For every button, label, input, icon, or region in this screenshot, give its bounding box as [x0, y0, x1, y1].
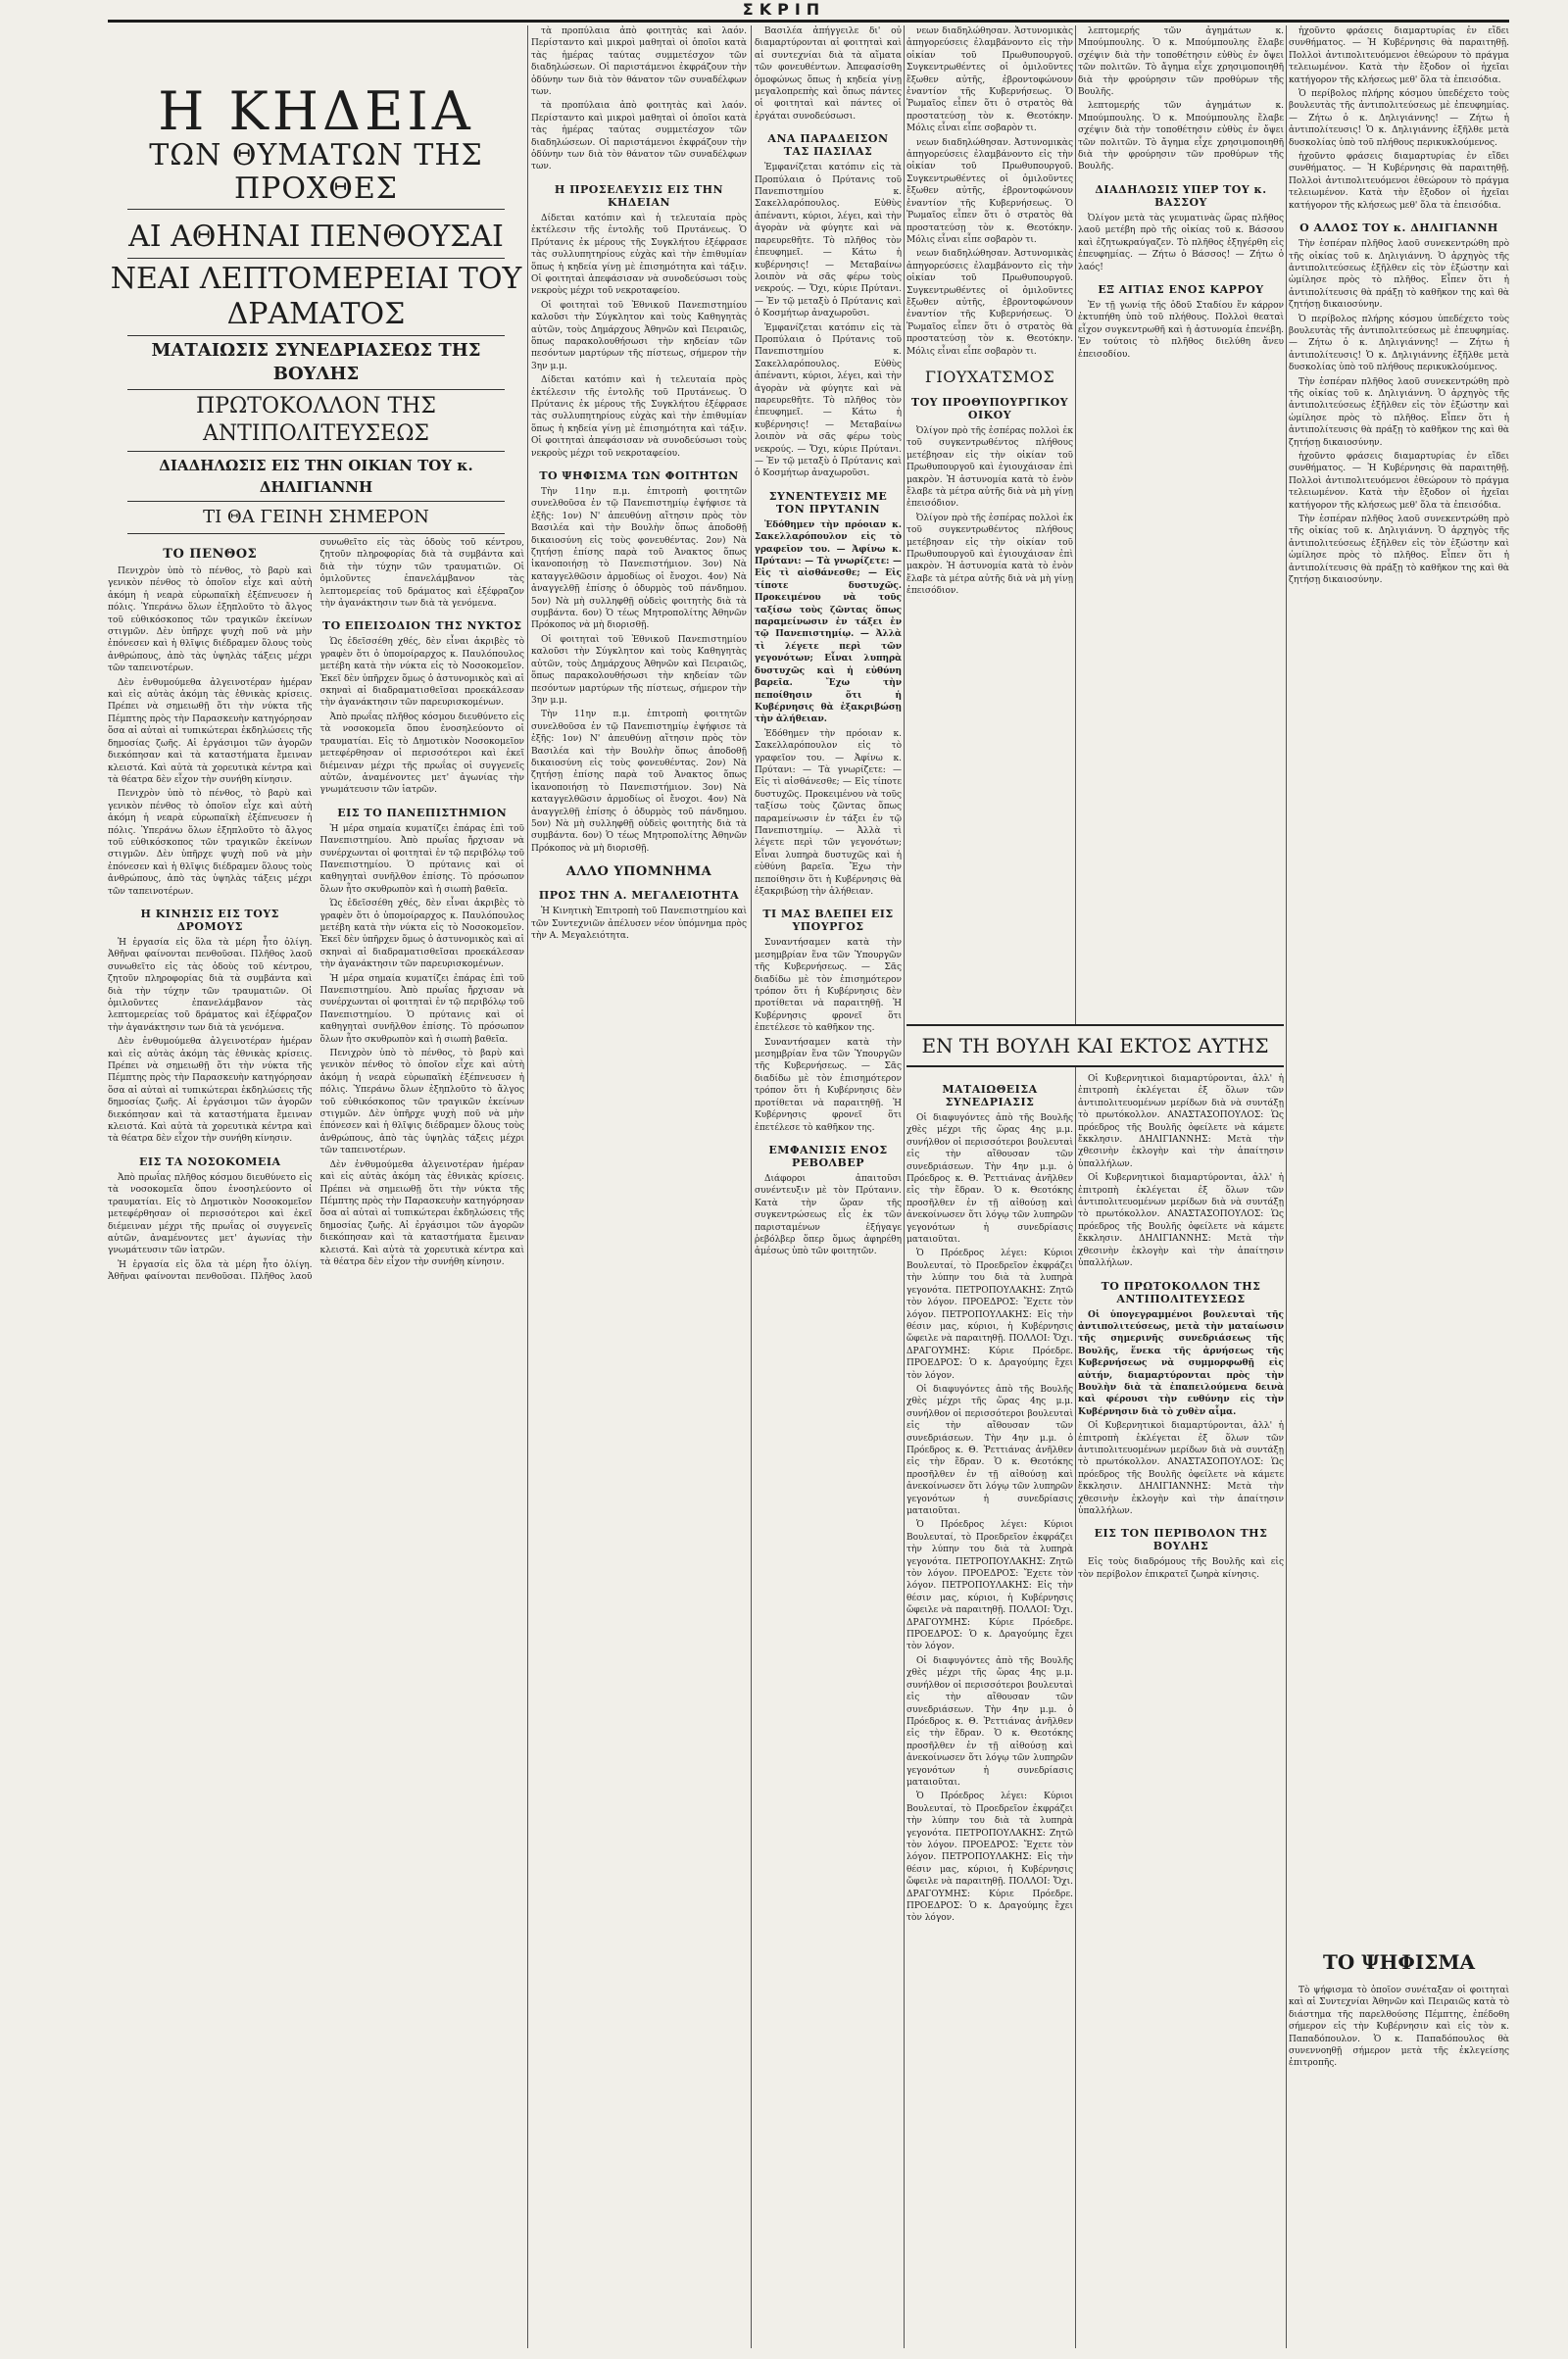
article-text: Ἡ ἐργασία εἰς ὅλα τὰ μέρη ἦτο ὀλίγη. Ἀθῆναι φαίνονται πενθοῦσαι. Πλῆθος λαοῦ συνωθεῖτο εἰς τὰς ὁδοὺς τοῦ κέντρου, ζητοῦν πληροφορίας διὰ τὰ συμβάντα καὶ διὰ τὴν τύχην τῶν τραυματιῶν. Οἱ ὁμιλοῦντες ἐπανελάμβανον τὰς λεπτομερείας τοῦ δράματος καὶ ἐξέφραζον τὴν ἀγανάκτησιν των διὰ τὰ γενόμενα. Δὲν ἐνθυμούμεθα ἀλγεινοτέραν ἡμέραν καὶ εἰς αὐτὰς ἀκόμη τὰς ἐθνικὰς κρίσεις. Πρέπει νὰ σημειωθῇ ὅτι τὴν νύκτα τῆς Πέμπτης πρὸς τὴν Παρασκευὴν κατηγόρησαν ὅσα αἱ αὐταὶ αἱ τυπικώτεραι ἐκδηλώσεις τῆς δημοσίας ζωῆς. Αἱ ἐργάσιμοι τῶν ἀγορῶν διεκόπησαν καὶ τὰ καταστήματα ἔμειναν κλειστά. Καὶ αὐτὰ τὰ χορευτικὰ κέντρα καὶ τὰ θέατρα δὲν εἶχον τὴν συνήθη κίνησιν.	[108, 937, 313, 1145]
section-heading: ΓΙΟΥΧΑΤΣΜΟΣ	[924, 367, 1055, 386]
headline-demonstration: ΔΙΑΔΗΛΩΣΙΣ ΕΙΣ ΤΗΝ ΟΙΚΙΑΝ ΤΟΥ κ. ΔΗΛΙΓΙΑΝΝΗ	[159, 457, 473, 496]
headline-sub: ΤΩΝ ΘΥΜΑΤΩΝ ΤΗΣ ΠΡΟΧΘΕΣ	[149, 138, 483, 206]
article-body	[108, 537, 524, 1284]
section-heading: ΤΟ ΨΗΦΙΣΜΑ ΤΩΝ ΦΟΙΤΗΤΩΝ	[539, 469, 739, 482]
divider	[127, 501, 505, 502]
column-6	[1289, 25, 1509, 1937]
article-text: Οἱ ὑπογεγραμμένοι βουλευταὶ τῆς ἀντιπολιτεύσεως, μετὰ τὴν ματαίωσιν τῆς σημερινῆς συνεδριάσεως τῆς Βουλῆς, ἕνεκα τῆς ἀρνήσεως τῆς Κυβερνήσεως νὰ συμμορφωθῇ εἰς αὐτήν, διαμαρτύρονται πρὸς τὴν Βουλὴν διὰ τὰ ἐπαπειλούμενα δεινὰ καὶ φέρουσι τὴν ευθύνην εἰς τὴν Κυβέρνησιν διὰ τὸ χυθὲν αἷμα. Οἱ Κυβερνητικοὶ διαμαρτύρονται, ἀλλ' ἡ ἐπιτροπὴ ἐκλέγεται ἐξ ὅλων τῶν ἀντιπολιτευομένων μερίδων διὰ νὰ συντάξῃ τὸ πρωτόκολλον. ΑΝΑΣΤΑΣΟΠΟΥΛΟΣ: Ὡς πρόεδρος τῆς Βουλῆς ὀφείλετε νὰ κάμετε ἔκκλησιν. ΔΗΛΙΓΙΑΝΝΗΣ: Μετὰ τὴν χθεσινὴν ἐκλογὴν καὶ τὴν ἀπαίτησιν ὑπαλλήλων.	[1078, 1309, 1284, 1516]
column-6-bottom	[1289, 1985, 1509, 2347]
article-text: Οἱ Κυβερνητικοὶ διαμαρτύρονται, ἀλλ' ἡ ἐπιτροπὴ ἐκλέγεται ἐξ ὅλων τῶν ἀντιπολιτευομένων μερίδων διὰ νὰ συντάξῃ τὸ πρωτόκολλον. ΑΝΑΣΤΑΣΟΠΟΥΛΟΣ: Ὡς πρόεδρος τῆς Βουλῆς ὀφείλετε νὰ κάμετε ἔκκλησιν. ΔΗΛΙΓΙΑΝΝΗΣ: Μετὰ τὴν χθεσινὴν ἐκλογὴν καὶ τὴν ἀπαίτησιν ὑπαλλήλων. Οἱ Κυβερνητικοὶ διαμαρτύρονται, ἀλλ' ἡ ἐπιτροπὴ ἐκλέγεται ἐξ ὅλων τῶν ἀντιπολιτευομένων μερίδων διὰ νὰ συντάξῃ τὸ πρωτόκολλον. ΑΝΑΣΤΑΣΟΠΟΥΛΟΣ: Ὡς πρόεδρος τῆς Βουλῆς ὀφείλετε νὰ κάμετε ἔκκλησιν. ΔΗΛΙΓΙΑΝΝΗΣ: Μετὰ τὴν χθεσινὴν ἐκλογὴν καὶ τὴν ἀπαίτησιν ὑπαλλήλων.	[1078, 1074, 1284, 1269]
masthead	[0, 0, 1568, 18]
column-5-top	[1078, 25, 1284, 1020]
section-heading: Ο ΑΛΛΟΣ ΤΟΥ κ. ΔΗΛΙΓΙΑΝΝΗ	[1299, 221, 1498, 235]
article-text: Ἐν τῇ γωνίᾳ τῆς ὁδοῦ Σταδίου ἕν κάρρον ἐκτυπήθη ὑπὸ τοῦ πλήθους. Πολλοὶ θεαταὶ εἶχον συγκεντρωθῆ καὶ ἡ ἀστυνομία ἐπενέβη. Ἐν τούτοις τὸ πλῆθος διελύθη ἄνευ ἐπεισοδίου.	[1078, 300, 1284, 360]
section-heading: ΠΡΟΣ ΤΗΝ Α. ΜΕΓΑΛΕΙΟΤΗΤΑ	[538, 889, 740, 903]
section-heading: ΕΙΣ ΤΟ ΠΑΝΕΠΙΣΤΗΜΙΟΝ	[337, 806, 508, 819]
article-text: Ὀλίγον μετὰ τὰς γευματινὰς ὥρας πλῆθος λαοῦ μετέβη πρὸ τῆς οἰκίας τοῦ κ. Βάσσου καὶ ἐζητωκραύγαζεν. Τὸ πλῆθος ἐξηγέρθη εἰς ἐπευφημίας. — Ζήτω ὁ Βάσσος! — Ζήτω ὁ λαός!	[1078, 213, 1284, 272]
column-divider	[904, 25, 905, 2348]
section-heading: ΔΙΑΔΗΛΩΣΙΣ ΥΠΕΡ ΤΟΥ κ. ΒΑΣΣΟΥ	[1095, 182, 1267, 209]
section-heading: Η ΠΡΟΣΕΛΕΥΣΙΣ ΕΙΣ ΤΗΝ ΚΗΔΕΙΑΝ	[554, 182, 724, 209]
article-text: Τὴν ἑσπέραν πλῆθος λαοῦ συνεκεντρώθη πρὸ τῆς οἰκίας τοῦ κ. Δηλιγιάννη. Ὁ ἀρχηγὸς τῆς ἀντιπολιτεύσεως ἐξῆλθεν εἰς τὸν ἐξώστην καὶ ὡμίλησε πρὸς τὸ πλῆθος. Εἶπεν ὅτι ἡ ἀντιπολίτευσις θὰ πράξῃ τὸ καθῆκον της καὶ θὰ ζητήσῃ δικαιοσύνην. Ὁ περίβολος πλήρης κόσμου ὑπεδέχετο τοὺς βουλευτὰς τῆς ἀντιπολιτεύσεως μὲ ἐπευφημίας. — Ζήτω ὁ κ. Δηλιγιάννης! — Ζήτω ἡ ἀντιπολίτευσις! Ὁ κ. Δηλιγιάννης ἐξῆλθε μετὰ δυσκολίας ὑπὸ τοῦ πλήθους περικυκλούμενος. Τὴν ἑσπέραν πλῆθος λαοῦ συνεκεντρώθη πρὸ τῆς οἰκίας τοῦ κ. Δηλιγιάννη. Ὁ ἀρχηγὸς τῆς ἀντιπολιτεύσεως ἐξῆλθεν εἰς τὸν ἐξώστην καὶ ὡμίλησε πρὸς τὸ πλῆθος. Εἶπεν ὅτι ἡ ἀντιπολίτευσις θὰ πράξῃ τὸ καθῆκον της καὶ θὰ ζητήσῃ δικαιοσύνην. ἠχοῦντο φράσεις διαμαρτυρίας ἐν εἴδει συνθήματος. — Ἡ Κυβέρνησις θὰ παραιτηθῇ. Πολλοὶ ἀντιπολιτευόμενοι ἐθεώρουν τὸ πράγμα τελειωμένον. Κατὰ τὴν ἔξοδον οἱ ἠχεῖαι κατήγορον τῆς κλήσεως μεθ' ὅλα τὰ ἐπεισόδια. Τὴν ἑσπέραν πλῆθος λαοῦ συνεκεντρώθη πρὸ τῆς οἰκίας τοῦ κ. Δηλιγιάννη. Ὁ ἀρχηγὸς τῆς ἀντιπολιτεύσεως ἐξῆλθεν εἰς τὸν ἐξώστην καὶ ὡμίλησε πρὸς τὸ πλῆθος. Εἶπεν ὅτι ἡ ἀντιπολίτευσις θὰ πράξῃ τὸ καθῆκον της καὶ θὰ ζητήσῃ δικαιοσύνην.	[1289, 239, 1509, 586]
article-text: νεων διαδηλώθησαν. Ἀστυνομικὰς ἀπηγορεύσεις ἐλαμβάνοντο εἰς τὴν οἰκίαν τοῦ Πρωθυπουργοῦ. Συγκεντρωθέντες οἱ ὁμιλοῦντες ἔξωθεν αὐτῆς, ἐβροντοφώνουν ἐναντίον τῆς Κυβερνήσεως. Ὁ Ῥωμαῖος εἶπεν ὅτι ὁ στρατὸς θὰ προστατεύσῃ τὸν κ. Θεοτόκην. Μόλις εἶναι εἶπε σοβαρὸν τι. νεων διαδηλώθησαν. Ἀστυνομικὰς ἀπηγορεύσεις ἐλαμβάνοντο εἰς τὴν οἰκίαν τοῦ Πρωθυπουργοῦ. Συγκεντρωθέντες οἱ ὁμιλοῦντες ἔξωθεν αὐτῆς, ἐβροντοφώνουν ἐναντίον τῆς Κυβερνήσεως. Ὁ Ῥωμαῖος εἶπεν ὅτι ὁ στρατὸς θὰ προστατεύσῃ τὸν κ. Θεοτόκην. Μόλις εἶναι εἶπε σοβαρὸν τι. νεων διαδηλώθησαν. Ἀστυνομικὰς ἀπηγορεύσεις ἐλαμβάνοντο εἰς τὴν οἰκίαν τοῦ Πρωθυπουργοῦ. Συγκεντρωθέντες οἱ ὁμιλοῦντες ἔξωθεν αὐτῆς, ἐβροντοφώνουν ἐναντίον τῆς Κυβερνήσεως. Ὁ Ῥωμαῖος εἶπεν ὅτι ὁ στρατὸς θὰ προστατεύσῃ τὸν κ. Θεοτόκην. Μόλις εἶναι εἶπε σοβαρὸν τι.	[906, 26, 1073, 357]
column-divider	[527, 25, 528, 2348]
divider	[127, 533, 505, 534]
divider	[127, 209, 505, 210]
section-heading: ΤΟΥ ΠΡΟΘΥΠΟΥΡΓΙΚΟΥ ΟΙΚΟΥ	[910, 395, 1069, 421]
column-divider	[751, 25, 752, 2348]
section-heading: ΕΙΣ ΤΟΝ ΠΕΡΙΒΟΛΟΝ ΤΗΣ ΒΟΥΛΗΣ	[1094, 1527, 1268, 1553]
article-text: Οἱ διαφυγόντες ἀπὸ τῆς Βουλῆς χθὲς μέχρι τῆς ὥρας 4ης μ.μ. συνήλθον οἱ περισσότεροι βουλευταὶ εἰς τὴν αἴθουσαν τῶν συνεδριάσεων. Τὴν 4ην μ.μ. ὁ Πρόεδρος κ. Θ. Ῥεττιάνας ἀνῆλθεν εἰς τὴν ἕδραν. Ὁ κ. Θεοτόκης προσῆλθεν ἐν τῇ αἰθούσῃ καὶ ἀνεκοίνωσεν ὅτι λόγῳ τῶν λυπηρῶν γεγονότων ἡ συνεδρίασις ματαιοῦται. Ὁ Πρόεδρος λέγει: Κύριοι Βουλευταί, τὸ Προεδρεῖον ἐκφράζει τὴν λύπην του διὰ τὰ λυπηρὰ γεγονότα. ΠΕΤΡΟΠΟΥΛΑΚΗΣ: Ζητῶ τὸν λόγον. ΠΡΟΕΔΡΟΣ: Ἔχετε τὸν λόγον. ΠΕΤΡΟΠΟΥΛΑΚΗΣ: Εἰς τὴν θέσιν μας, κύριοι, ἡ Κυβέρνησις ὤφειλε νὰ παραιτηθῇ. ΠΟΛΛΟΙ: Ὄχι. ΔΡΑΓΟΥΜΗΣ: Κύριε Πρόεδρε. ΠΡΟΕΔΡΟΣ: Ὁ κ. Δραγούμης ἔχει τὸν λόγον. Οἱ διαφυγόντες ἀπὸ τῆς Βουλῆς χθὲς μέχρι τῆς ὥρας 4ης μ.μ. συνήλθον οἱ περισσότεροι βουλευταὶ εἰς τὴν αἴθουσαν τῶν συνεδριάσεων. Τὴν 4ην μ.μ. ὁ Πρόεδρος κ. Θ. Ῥεττιάνας ἀνῆλθεν εἰς τὴν ἕδραν. Ὁ κ. Θεοτόκης προσῆλθεν ἐν τῇ αἰθούσῃ καὶ ἀνεκοίνωσεν ὅτι λόγῳ τῶν λυπηρῶν γεγονότων ἡ συνεδρίασις ματαιοῦται. Ὁ Πρόεδρος λέγει: Κύριοι Βουλευταί, τὸ Προεδρεῖον ἐκφράζει τὴν λύπην του διὰ τὰ λυπηρὰ γεγονότα. ΠΕΤΡΟΠΟΥΛΑΚΗΣ: Ζητῶ τὸν λόγον. ΠΡΟΕΔΡΟΣ: Ἔχετε τὸν λόγον. ΠΕΤΡΟΠΟΥΛΑΚΗΣ: Εἰς τὴν θέσιν μας, κύριοι, ἡ Κυβέρνησις ὤφειλε νὰ παραιτηθῇ. ΠΟΛΛΟΙ: Ὄχι. ΔΡΑΓΟΥΜΗΣ: Κύριε Πρόεδρε. ΠΡΟΕΔΡΟΣ: Ὁ κ. Δραγούμης ἔχει τὸν λόγον. Οἱ διαφυγόντες ἀπὸ τῆς Βουλῆς χθὲς μέχρι τῆς ὥρας 4ης μ.μ. συνήλθον οἱ περισσότεροι βουλευταὶ εἰς τὴν αἴθουσαν τῶν συνεδριάσεων. Τὴν 4ην μ.μ. ὁ Πρόεδρος κ. Θ. Ῥεττιάνας ἀνῆλθεν εἰς τὴν ἕδραν. Ὁ κ. Θεοτόκης προσῆλθεν ἐν τῇ αἰθούσῃ καὶ ἀνεκοίνωσεν ὅτι λόγῳ τῶν λυπηρῶν γεγονότων ἡ συνεδρίασις ματαιοῦται. Ὁ Πρόεδρος λέγει: Κύριοι Βουλευταί, τὸ Προεδρεῖον ἐκφράζει τὴν λύπην του διὰ τὰ λυπηρὰ γεγονότα. ΠΕΤΡΟΠΟΥΛΑΚΗΣ: Ζητῶ τὸν λόγον. ΠΡΟΕΔΡΟΣ: Ἔχετε τὸν λόγον. ΠΕΤΡΟΠΟΥΛΑΚΗΣ: Εἰς τὴν θέσιν μας, κύριοι, ἡ Κυβέρνησις ὤφειλε νὰ παραιτηθῇ. ΠΟΛΛΟΙ: Ὄχι. ΔΡΑΓΟΥΜΗΣ: Κύριε Πρόεδρε. ΠΡΟΕΔΡΟΣ: Ὁ κ. Δραγούμης ἔχει τὸν λόγον.	[906, 1113, 1073, 1924]
divider	[127, 335, 505, 336]
article-text: Ἐδόθημεν τὴν πρόοιαν κ. Σακελλαρόπουλον εἰς τὸ γραφεῖον του. — Ἀφίνω κ. Πρύτανι: — Τὰ γνωρίζετε: — Εἰς τὶ αἰσθάνεσθε; — Εἰς τίποτε δυστυχῶς. Προκειμένου νὰ τοῦς ταξίσω τοὺς ζῶντας ὅπως παραμείνωσιν ἐν τάξει ἐν τῷ Πανεπιστημίῳ. — Ἀλλὰ τὶ λέγετε περὶ τῶν γεγονότων; Εἶναι λυπηρὰ δυστυχῶς καὶ ἡ εὐθύνη βαρεῖα. Ἔχω τὴν πεποίθησιν ὅτι ἡ Κυβέρνησις θὰ ἐξακριβώσῃ τὴν ἀλήθειαν. Ἐδόθημεν τὴν πρόοιαν κ. Σακελλαρόπουλον εἰς τὸ γραφεῖον του. — Ἀφίνω κ. Πρύτανι: — Τὰ γνωρίζετε: — Εἰς τὶ αἰσθάνεσθε; — Εἰς τίποτε δυστυχῶς. Προκειμένου νὰ τοῦς ταξίσω τοὺς ζῶντας ὅπως παραμείνωσιν ἐν τάξει ἐν τῷ Πανεπιστημίῳ. — Ἀλλὰ τὶ λέγετε περὶ τῶν γεγονότων; Εἶναι λυπηρὰ δυστυχῶς καὶ ἡ εὐθύνη βαρεῖα. Ἔχω τὴν πεποίθησιν ὅτι ἡ Κυβέρνησις θὰ ἐξακριβώσῃ τὴν ἀλήθειαν.	[755, 519, 902, 897]
top-rule	[108, 20, 1509, 23]
column-divider	[1075, 25, 1076, 2348]
article-text: Ἡ μέρα σημαία κυματίζει ἐπάρας ἐπὶ τοῦ Πανεπιστημίου. Ἀπὸ πρωΐας ἤρχισαν νὰ συνέρχωνται οἱ φοιτηταὶ ἐν τῷ περιβόλῳ τοῦ Πανεπιστημίου. Ὁ πρύτανις καὶ οἱ καθηγηταὶ συνῆλθον ἐπίσης. Τὸ πρόσωπον ὅλων ἦτο σκυθρωπὸν καὶ ἡ σιωπὴ βαθεῖα. Ὡς ἐδεῖσσέθη χθές, δὲν εἶναι ἀκριβὲς τὸ γραφὲν ὅτι ὁ ὑπομοίραρχος κ. Παυλόπουλος μετέβη κατὰ τὴν νύκτα εἰς τὸ Νοσοκομεῖον. Ἐκεῖ δὲν ὑπῆρχεν ὅμως ὁ ἀστυνομικὸς καὶ αἱ σκηναὶ αἱ διαδραματισθεῖσαι προεκάλεσαν τὴν ἀγανάκτησιν τῶν παρευρισκομένων. Ἡ μέρα σημαία κυματίζει ἐπάρας ἐπὶ τοῦ Πανεπιστημίου. Ἀπὸ πρωΐας ἤρχισαν νὰ συνέρχωνται οἱ φοιτηταὶ ἐν τῷ περιβόλῳ τοῦ Πανεπιστημίου. Ὁ πρύτανις καὶ οἱ καθηγηταὶ συνῆλθον ἐπίσης. Τὸ πρόσωπον ὅλων ἦτο σκυθρωπὸν καὶ ἡ σιωπὴ βαθεῖα. Πενιχρὸν ὑπὸ τὸ πένθος, τὸ βαρὺ καὶ γενικὸν πένθος τὸ ὁποῖον εἶχε καὶ αὐτὴ ἀκόμη ἡ νεαρὰ εὐρωπαϊκὴ ἐξέπνευσεν ἡ πόλις. Ὑπεράνω ὅλων ἐξηπλοῦτο τὸ ἄλγος τοῦ εὐθικόσκοπος τῶν τραγικῶν ἐκείνων στιγμῶν. Δὲν ὑπῆρχε ψυχὴ ποῦ νὰ μὴν ἐπόνεσεν καὶ ἡ θλῖψις διέδραμεν ὅλους τοὺς ἀνθρώπους, ἀπὸ τὰς ὑψηλὰς τάξεις μέχρι τῶν ταπεινοτέρων. Δὲν ἐνθυμούμεθα ἀλγεινοτέραν ἡμέραν καὶ εἰς αὐτὰς ἀκόμη τὰς ἐθνικὰς κρίσεις. Πρέπει νὰ σημειωθῇ ὅτι τὴν νύκτα τῆς Πέμπτης πρὸς τὴν Παρασκευὴν κατηγόρησαν ὅσα αἱ αὐταὶ αἱ τυπικώτεραι ἐκδηλώσεις τῆς δημοσίας ζωῆς. Αἱ ἐργάσιμοι τῶν ἀγορῶν διεκόπησαν καὶ τὰ καταστήματα ἔμειναν κλειστά. Καὶ αὐτὰ τὰ χορευτικὰ κέντρα καὶ τὰ θέατρα δὲν εἶχον τὴν συνήθη κίνησιν.	[319, 823, 524, 1267]
section-heading: ΤΟ ΠΕΝΘΟΣ	[163, 547, 258, 562]
article-text: Πενιχρὸν ὑπὸ τὸ πένθος, τὸ βαρὺ καὶ γενικὸν πένθος τὸ ὁποῖον εἶχε καὶ αὐτὴ ἀκόμη ἡ νεαρὰ εὐρωπαϊκὴ ἐξέπνευσεν ἡ πόλις. Ὑπεράνω ὅλων ἐξηπλοῦτο τὸ ἄλγος τοῦ εὐθικόσκοπος τῶν τραγικῶν ἐκείνων στιγμῶν. Δὲν ὑπῆρχε ψυχὴ ποῦ νὰ μὴν ἐπόνεσεν καὶ ἡ θλῖψις διέδραμεν ὅλους τοὺς ἀνθρώπους, ἀπὸ τὰς ὑψηλὰς τάξεις μέχρι τῶν ταπεινοτέρων. Δὲν ἐνθυμούμεθα ἀλγεινοτέραν ἡμέραν καὶ εἰς αὐτὰς ἀκόμη τὰς ἐθνικὰς κρίσεις. Πρέπει νὰ σημειωθῇ ὅτι τὴν νύκτα τῆς Πέμπτης πρὸς τὴν Παρασκευὴν κατηγόρησαν ὅσα αἱ αὐταὶ αἱ τυπικώτεραι ἐκδηλώσεις τῆς δημοσίας ζωῆς. Αἱ ἐργάσιμοι τῶν ἀγορῶν διεκόπησαν καὶ τὰ καταστήματα ἔμειναν κλειστά. Καὶ αὐτὰ τὰ χορευτικὰ κέντρα καὶ τὰ θέατρα δὲν εἶχον τὴν συνήθη κίνησιν. Πενιχρὸν ὑπὸ τὸ πένθος, τὸ βαρὺ καὶ γενικὸν πένθος τὸ ὁποῖον εἶχε καὶ αὐτὴ ἀκόμη ἡ νεαρὰ εὐρωπαϊκὴ ἐξέπνευσεν ἡ πόλις. Ὑπεράνω ὅλων ἐξηπλοῦτο τὸ ἄλγος τοῦ εὐθικόσκοπος τῶν τραγικῶν ἐκείνων στιγμῶν. Δὲν ὑπῆρχε ψυχὴ ποῦ νὰ μὴν ἐπόνεσεν καὶ ἡ θλῖψις διέδραμεν ὅλους τοὺς ἀνθρώπους, ἀπὸ τὰς ὑψηλὰς τάξεις μέχρι τῶν ταπεινοτέρων.	[108, 566, 313, 897]
divider	[127, 389, 505, 390]
section-heading: ΤΟ ΨΗΦΙΣΜΑ	[1323, 1950, 1475, 1974]
article-text: Εἰς τοὺς διαδρόμους τῆς Βουλῆς καὶ εἰς τὸν περίβολον ἐπικρατεῖ ζωηρὰ κίνησις.	[1078, 1557, 1284, 1580]
section-heading: ΕΙΣ ΤΑ ΝΟΣΟΚΟΜΕΙΑ	[138, 1155, 281, 1168]
section-heading: ΑΛΛΟ ΥΠΟΜΝΗΜΑ	[565, 864, 712, 880]
section-heading: ΤΟ ΠΡΩΤΟΚΟΛΛΟΝ ΤΗΣ ΑΝΤΙΠΟΛΙΤΕΥΣΕΩΣ	[1101, 1279, 1261, 1305]
article-text: ἠχοῦντο φράσεις διαμαρτυρίας ἐν εἴδει συνθήματος. — Ἡ Κυβέρνησις θὰ παραιτηθῇ. Πολλοὶ ἀντιπολιτευόμενοι ἐθεώρουν τὸ πράγμα τελειωμένον. Κατὰ τὴν ἔξοδον οἱ ἠχεῖαι κατήγορον τῆς κλήσεως μεθ' ὅλα τὰ ἐπεισόδια. Ὁ περίβολος πλήρης κόσμου ὑπεδέχετο τοὺς βουλευτὰς τῆς ἀντιπολιτεύσεως μὲ ἐπευφημίας. — Ζήτω ὁ κ. Δηλιγιάννης! — Ζήτω ἡ ἀντιπολίτευσις! Ὁ κ. Δηλιγιάννης ἐξῆλθε μετὰ δυσκολίας ὑπὸ τοῦ πλήθους περικυκλούμενος. ἠχοῦντο φράσεις διαμαρτυρίας ἐν εἴδει συνθήματος. — Ἡ Κυβέρνησις θὰ παραιτηθῇ. Πολλοὶ ἀντιπολιτευόμενοι ἐθεώρουν τὸ πράγμα τελειωμένον. Κατὰ τὴν ἔξοδον οἱ ἠχεῖαι κατήγορον τῆς κλήσεως μεθ' ὅλα τὰ ἐπεισόδια.	[1289, 26, 1509, 211]
column-3	[755, 25, 902, 2348]
section-banner: ΕΝ ΤΗ ΒΟΥΛΗ ΚΑΙ ΕΚΤΟΣ ΑΥΤΗΣ	[906, 1024, 1284, 1067]
section-heading: ΜΑΤΑΙΩΘΕΙΣΑ ΣΥΝΕΔΡΙΑΣΙΣ	[942, 1083, 1038, 1108]
column-divider	[1286, 25, 1287, 2348]
section-heading: ΕΞ ΑΙΤΙΑΣ ΕΝΟΣ ΚΑΡΡΟΥ	[1098, 282, 1264, 296]
section-heading: ΕΜΦΑΝΙΣΙΣ ΕΝΟΣ ΡΕΒΟΛΒΕΡ	[768, 1143, 888, 1169]
headline-main: Η ΚΗΔΕΙΑ	[158, 80, 474, 142]
article-text: Ἀπὸ πρωΐας πλῆθος κόσμου διευθύνετο εἰς τὰ νοσοκομεῖα ὅπου ἐνοσηλεύοντο οἱ τραυματίαι. Εἰς τὸ Δημοτικὸν Νοσοκομεῖον μετεφέρθησαν οἱ περισσότεροι καὶ ἐκεῖ διέμειναν μέχρι τῆς πρωΐας οἱ συγγενεῖς αὐτῶν, ἀναμένοντες μετ' ἀγωνίας τὴν γνωμάτευσιν τῶν ἰατρῶν. Ἡ ἐργασία εἰς ὅλα τὰ μέρη ἦτο ὀλίγη. Ἀθῆναι φαίνονται πενθοῦσαι. Πλῆθος λαοῦ συνωθεῖτο εἰς τὰς ὁδοὺς τοῦ κέντρου, ζητοῦν πληροφορίας διὰ τὰ συμβάντα καὶ διὰ τὴν τύχην τῶν τραυματιῶν. Οἱ ὁμιλοῦντες ἐπανελάμβανον τὰς λεπτομερείας τοῦ δράματος καὶ ἐξέφραζον τὴν ἀγανάκτησιν των διὰ τὰ γενόμενα.	[108, 538, 524, 1283]
divider	[127, 258, 505, 259]
section-heading: ΣΥΝΕΝΤΕΥΞΙΣ ΜΕ ΤΟΝ ΠΡΥΤΑΝΙΝ	[768, 489, 888, 516]
article-text: Δίδεται κατόπιν καὶ ἡ τελευταία πρὸς ἐκτέλεσιν τῆς ἐντολῆς τοῦ Πρυτάνεως. Ὁ Πρύτανις ἐκ μέρους τῆς Συγκλήτου ἐξέφρασε τὰς συλλυπητηρίους εὐχὰς καὶ τὴν ἐπιθυμίαν ὅπως ἡ κηδεία γίνῃ μὲ ἐπισημότητα καὶ τάξιν. Οἱ φοιτηταὶ ἀπεφάσισαν νὰ συνοδεύσωσι τοὺς νεκροὺς μέχρι τοῦ νεκροταφείου. Οἱ φοιτηταὶ τοῦ Ἐθνικοῦ Πανεπιστημίου καλοῦσι τὴν Σύγκλητον καὶ τοὺς Καθηγητὰς αὐτῶν, τοὺς Δημάρχους Ἀθηνῶν καὶ Πειραιῶς, ὅπως παρακολουθήσωσι τὴν κηδείαν τῶν πεσόντων μαρτύρων τῆς πίστεως, σήμερον τὴν 3ην μ.μ. Δίδεται κατόπιν καὶ ἡ τελευταία πρὸς ἐκτέλεσιν τῆς ἐντολῆς τοῦ Πρυτάνεως. Ὁ Πρύτανις ἐκ μέρους τῆς Συγκλήτου ἐξέφρασε τὰς συλλυπητηρίους εὐχὰς καὶ τὴν ἐπιθυμίαν ὅπως ἡ κηδεία γίνῃ μὲ ἐπισημότητα καὶ τάξιν. Οἱ φοιτηταὶ ἀπεφάσισαν νὰ συνοδεύσωσι τοὺς νεκροὺς μέχρι τοῦ νεκροταφείου.	[531, 213, 747, 459]
article-text: Βασιλέα ἀπήγγειλε δι' οὐ διαμαρτύρονται αἱ φοιτηταὶ καὶ αἱ συντεχνίαι διὰ τὰ αἵματα τῶν φονευθέντων. Ἀπεφασίσθη ὁμοφώνως ὅπως ἡ κηδεία γίνῃ μεγαλοπρεπὴς καὶ ὅπως πάντες οἱ φοιτηταὶ καὶ πάντες οἱ ἐργάται συνοδεύσωσι.	[755, 26, 902, 122]
column-4-top	[906, 25, 1073, 1020]
section-heading: ΤΟ ΕΠΕΙΣΟΔΙΟΝ ΤΗΣ ΝΥΚΤΟΣ	[321, 619, 522, 633]
article-text: λεπτομερής τῶν ἀγημάτων κ. Μπούμπουλης. Ὁ κ. Μπούμπουλης ἔλαβε σχέψιν διὰ τὴν τοποθέτησιν εὐθὺς ἐν ὄψει τῶν πολιτῶν. Τὸ ἄγημα εἶχε χρησιμοποιηθῆ διὰ τὴν φρούρησιν τῶν προθύρων τῆς Βουλῆς. λεπτομερής τῶν ἀγημάτων κ. Μπούμπουλης. Ὁ κ. Μπούμπουλης ἔλαβε σχέψιν διὰ τὴν τοποθέτησιν εὐθὺς ἐν ὄψει τῶν πολιτῶν. Τὸ ἄγημα εἶχε χρησιμοποιηθῆ διὰ τὴν φρούρησιν τῶν προθύρων τῆς Βουλῆς.	[1078, 26, 1284, 172]
column-5-bottom	[1078, 1073, 1284, 2347]
headline-parliament: ΜΑΤΑΙΩΣΙΣ ΣΥΝΕΔΡΙΑΣΕΩΣ ΤΗΣ ΒΟΥΛΗΣ	[151, 340, 481, 384]
article-text: Ὀλίγον πρὸ τῆς ἑσπέρας πολλοὶ ἐκ τοῦ συγκεντρωθέντος πλήθους μετέβησαν εἰς τὴν οἰκίαν τοῦ Πρωθυπουργοῦ καὶ ἐγιουχάισαν ἐπὶ μακρὸν. Ἡ ἀστυνομία κατὰ τὸ ἐνὸν ἔλαβε τὰ μέτρα αὐτῆς διὰ νὰ μὴ γίνῃ ἐπεισόδιον. Ὀλίγον πρὸ τῆς ἑσπέρας πολλοὶ ἐκ τοῦ συγκεντρωθέντος πλήθους μετέβησαν εἰς τὴν οἰκίαν τοῦ Πρωθυπουργοῦ καὶ ἐγιουχάισαν ἐπὶ μακρὸν. Ἡ ἀστυνομία κατὰ τὸ ἐνὸν ἔλαβε τὰ μέτρα αὐτῆς διὰ νὰ μὴ γίνῃ ἐπεισόδιον.	[906, 425, 1073, 597]
column-4-bottom	[906, 1073, 1073, 2347]
masthead-title: ΣΚΡΙΠ	[742, 0, 826, 19]
headline-athens: ΑΙ ΑΘΗΝΑΙ ΠΕΝΘΟΥΣΑΙ	[128, 220, 504, 254]
article-text: Ἐμφανίζεται κατόπιν εἰς τὰ Προπύλαια ὁ Πρύτανις τοῦ Πανεπιστημίου κ. Σακελλαρόπουλος. Εὐθὺς ἀπέναντι, κύριοι, λέγει, καὶ τὴν ἀγορὰν νὰ φύγητε καὶ νὰ παρευρεθῆτε. Τὸ πλῆθος τὸν ἐπευφημεῖ. — Κάτω ἡ κυβέρνησις! — Μεταβαίνω λοιπὸν νὰ σᾶς φέρω τοὺς νεκρούς. — Ὄχι, κύριε Πρύτανι. — Ἐν τῷ μεταξὺ ὁ Πρύτανις καὶ ὁ Κοσμήτωρ ἀναχωροῦσι. Ἐμφανίζεται κατόπιν εἰς τὰ Προπύλαια ὁ Πρύτανις τοῦ Πανεπιστημίου κ. Σακελλαρόπουλος. Εὐθὺς ἀπέναντι, κύριοι, λέγει, καὶ τὴν ἀγορὰν νὰ φύγητε καὶ νὰ παρευρεθῆτε. Τὸ πλῆθος τὸν ἐπευφημεῖ. — Κάτω ἡ κυβέρνησις! — Μεταβαίνω λοιπὸν νὰ σᾶς φέρω τοὺς νεκρούς. — Ὄχι, κύριε Πρύτανι. — Ἐν τῷ μεταξὺ ὁ Πρύτανις καὶ ὁ Κοσμήτωρ ἀναχωροῦσι.	[755, 163, 902, 479]
section-heading: ΤΙ ΜΑΣ ΒΛΕΠΕΙ ΕΙΣ ΥΠΟΥΡΓΟΣ	[762, 908, 894, 934]
article-text: Διάφοροι ἀπαιτοῦσι συνέντευξιν μὲ τὸν Πρύτανιν. Κατὰ τὴν ὥραν τῆς συγκεντρώσεως εἷς ἐκ τῶν παρισταμένων ἐξήγαγε ῥεβόλβερ ὅπερ ὅμως ἀφηρέθη ἀμέσως ὑπὸ τῶν φοιτητῶν.	[755, 1173, 902, 1257]
headline-details: ΝΕΑΙ ΛΕΠΤΟΜΕΡΕΙΑΙ ΤΟΥ ΔΡΑΜΑΤΟΣ	[110, 262, 522, 331]
article-text: Τὸ ψήφισμα τὸ ὁποῖον συνέταξαν οἱ φοιτηταὶ καὶ αἱ Συντεχνίαι Ἀθηνῶν καὶ Πειραιῶς κατὰ τὸ διάστημα τῆς παρελθούσης Πέμπτης, ἐπέδοθη σήμερον εἰς τὴν Κυβέρνησιν καὶ εἰς τὸν κ. Παπαδόπουλον. Ὁ κ. Παπαδόπουλος θὰ συνεννοηθῇ σήμερον μετὰ τῆς ἐκλεγείσης ἐπιτροπῆς.	[1289, 1986, 1509, 2069]
divider	[127, 451, 505, 452]
section-heading: Η ΚΙΝΗΣΙΣ ΕΙΣ ΤΟΥΣ ΔΡΟΜΟΥΣ	[140, 907, 279, 933]
article-text: τὰ προπύλαια ἀπὸ φοιτητὰς καὶ λαόν. Περίσταντο καὶ μικροὶ μαθηταὶ οἱ ὁποῖοι κατὰ τὰς ἡμέρας ταύτας συμμετέσχον τῶν διαδηλώσεων. Οἱ παριστάμενοι ἐκφράζουν τὴν ὀδύνην των διὰ τὸν θάνατον τῶν συναδέλφων των. τὰ προπύλαια ἀπὸ φοιτητὰς καὶ λαόν. Περίσταντο καὶ μικροὶ μαθηταὶ οἱ ὁποῖοι κατὰ τὰς ἡμέρας ταύτας συμμετέσχον τῶν διαδηλώσεων. Οἱ παριστάμενοι ἐκφράζουν τὴν ὀδύνην των διὰ τὸν θάνατον τῶν συναδέλφων των.	[531, 26, 747, 172]
article-text: Τὴν 11ην π.μ. ἐπιτροπὴ φοιτητῶν συνελθοῦσα ἐν τῷ Πανεπιστημίῳ ἐψήφισε τὰ ἑξῆς: 1ον) Ν' ἀπευθύνῃ αἴτησιν πρὸς τὸν Βασιλέα καὶ τὴν Βουλὴν ὅπως ἀποδοθῇ δικαιοσύνη εἰς τοὺς φονευθέντας. 2ον) Νὰ ζητήσῃ ἐπίσης παρὰ τοῦ Ἀνακτος ὅπως ἱκανοποιήσῃ τὸ Πανεπιστήμιον. 3ον) Νὰ καταγγελθῶσιν ἀρμοδίως οἱ ἔνοχοι. 4ον) Νὰ ἀναγγελθῇ ἐπίσης ὁ ὁδυρμὸς τοῦ πάνδημου. 5ον) Νὰ μὴ συλληφθῇ οὐδεὶς φοιτητὴς διὰ τὰ συμβάντα. 6ον) Ὁ τέως Μητροπολίτης Ἀθηνῶν Πρόκοπος νὰ μὴ διορισθῇ. Οἱ φοιτηταὶ τοῦ Ἐθνικοῦ Πανεπιστημίου καλοῦσι τὴν Σύγκλητον καὶ τοὺς Καθηγητὰς αὐτῶν, τοὺς Δημάρχους Ἀθηνῶν καὶ Πειραιῶς, ὅπως παρακολουθήσωσι τὴν κηδείαν τῶν πεσόντων μαρτύρων τῆς πίστεως, σήμερον τὴν 3ην μ.μ. Τὴν 11ην π.μ. ἐπιτροπὴ φοιτητῶν συνελθοῦσα ἐν τῷ Πανεπιστημίῳ ἐψήφισε τὰ ἑξῆς: 1ον) Ν' ἀπευθύνῃ αἴτησιν πρὸς τὸν Βασιλέα καὶ τὴν Βουλὴν ὅπως ἀποδοθῇ δικαιοσύνη εἰς τοὺς φονευθέντας. 2ον) Νὰ ζητήσῃ ἐπίσης παρὰ τοῦ Ἀνακτος ὅπως ἱκανοποιήσῃ τὸ Πανεπιστήμιον. 3ον) Νὰ καταγγελθῶσιν ἀρμοδίως οἱ ἔνοχοι. 4ον) Νὰ ἀναγγελθῇ ἐπίσης ὁ ὁδυρμὸς τοῦ πάνδημου. 5ον) Νὰ μὴ συλληφθῇ οὐδεὶς φοιτητὴς διὰ τὰ συμβάντα. 6ον) Ὁ τέως Μητροπολίτης Ἀθηνῶν Πρόκοπος νὰ μὴ διορισθῇ.	[531, 487, 747, 854]
article-text: Ὡς ἐδεῖσσέθη χθές, δὲν εἶναι ἀκριβὲς τὸ γραφὲν ὅτι ὁ ὑπομοίραρχος κ. Παυλόπουλος μετέβη κατὰ τὴν νύκτα εἰς τὸ Νοσοκομεῖον. Ἐκεῖ δὲν ὑπῆρχεν ὅμως ὁ ἀστυνομικὸς καὶ αἱ σκηναὶ αἱ διαδραματισθεῖσαι προεκάλεσαν τὴν ἀγανάκτησιν τῶν παρευρισκομένων. Ἀπὸ πρωΐας πλῆθος κόσμου διευθύνετο εἰς τὰ νοσοκομεῖα ὅπου ἐνοσηλεύοντο οἱ τραυματίαι. Εἰς τὸ Δημοτικὸν Νοσοκομεῖον μετεφέρθησαν οἱ περισσότεροι καὶ ἐκεῖ διέμειναν μέχρι τῆς πρωΐας οἱ συγγενεῖς αὐτῶν, ἀναμένοντες μετ' ἀγωνίας τὴν γνωμάτευσιν τῶν ἰατρῶν.	[319, 637, 524, 796]
headline-today: ΤΙ ΘΑ ΓΕΙΝΗ ΣΗΜΕΡΟΝ	[203, 507, 429, 527]
article-text: Ἡ Κινητικὴ Ἐπιτροπὴ τοῦ Πανεπιστημίου καὶ τῶν Συντεχνιῶν ἀπέλυσεν νέον ὑπόμνημα πρὸς τὴν Α. Μεγαλειότητα.	[531, 907, 747, 941]
article-text: Συναντήσαμεν κατὰ τὴν μεσημβρίαν ἕνα τῶν Ὑπουργῶν τῆς Κυβερνήσεως. — Σᾶς διαδίδω μὲ τὸν ἐπισημότερον τρόπον ὅτι ἡ Κυβέρνησις δὲν προτίθεται νὰ παραιτηθῇ. Ἡ Κυβέρνησις φρονεῖ ὅτι ἐπετέλεσε τὸ καθῆκον της. Συναντήσαμεν κατὰ τὴν μεσημβρίαν ἕνα τῶν Ὑπουργῶν τῆς Κυβερνήσεως. — Σᾶς διαδίδω μὲ τὸν ἐπισημότερον τρόπον ὅτι ἡ Κυβέρνησις δὲν προτίθεται νὰ παραιτηθῇ. Ἡ Κυβέρνησις φρονεῖ ὅτι ἐπετέλεσε τὸ καθῆκον της.	[755, 938, 902, 1133]
column-1	[108, 25, 524, 2348]
headline-protocol: ΠΡΩΤΟΚΟΛΛΟΝ ΤΗΣ ΑΝΤΙΠΟΛΙΤΕΥΣΕΩΣ	[196, 394, 436, 446]
section-heading: ΑΝΑ ΠΑΡΑΔΕΙΣΟΝ ΤΑΣ ΠΑΣΙΛΑΣ	[767, 132, 889, 159]
column-2	[531, 25, 747, 2348]
